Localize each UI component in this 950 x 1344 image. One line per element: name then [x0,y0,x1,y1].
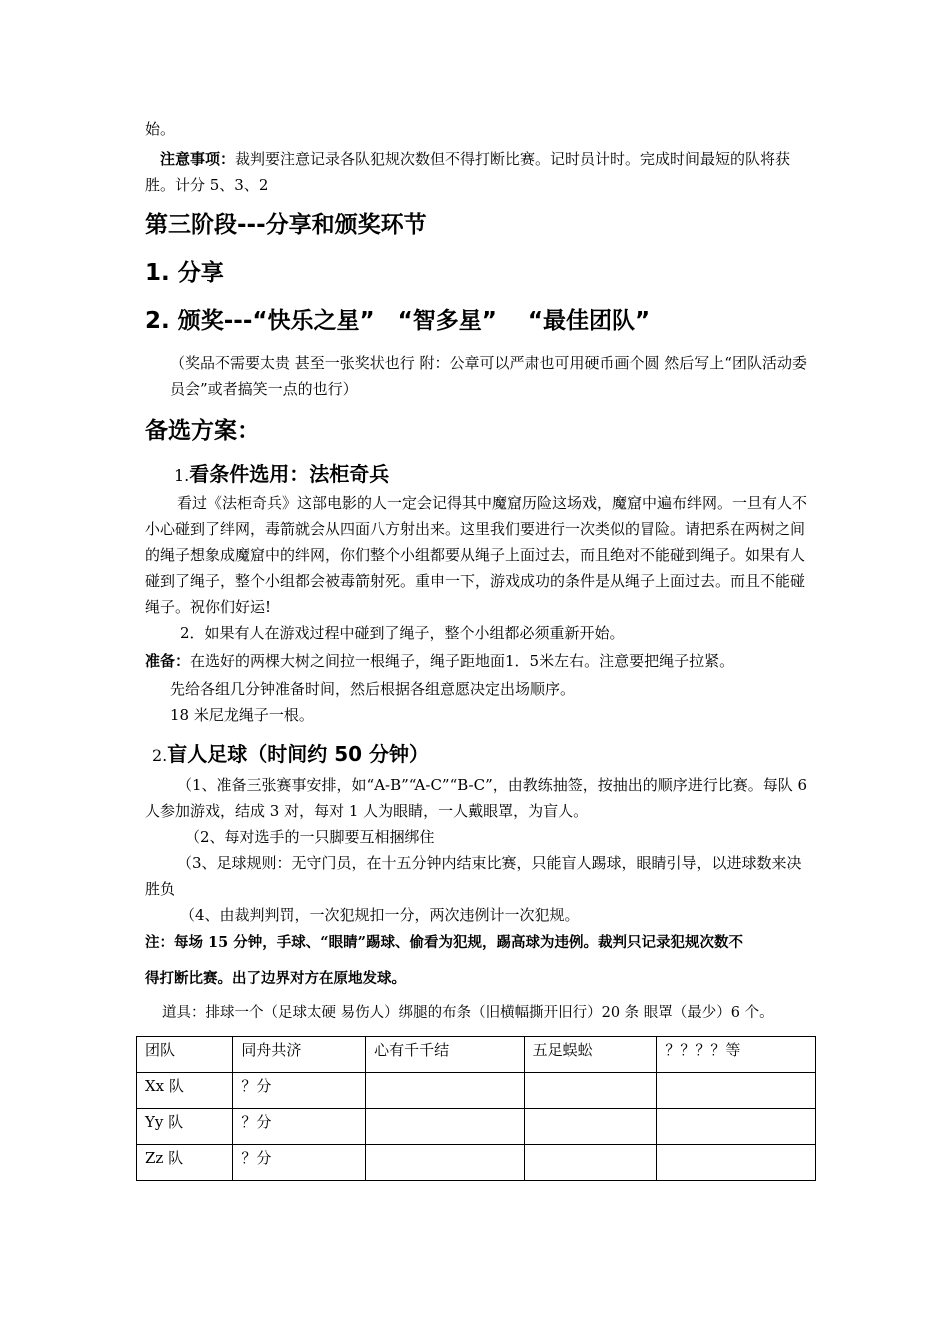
game2-number: 2. [152,746,168,765]
prep-text: 在选好的两棵大树之间拉一根绳子，绳子距地面1．5米左右。注意要把绳子拉紧。 [190,652,735,670]
table-cell [657,1109,816,1145]
game2-title: 盲人足球（时间约 50 分钟） [167,742,430,766]
table-row [137,1073,816,1109]
stage3-heading: 第三阶段---分享和颁奖环节 [145,212,427,238]
table-cell: ？分 [233,1145,366,1181]
table-row [137,1145,816,1181]
share-heading: 1. 分享 [145,260,224,286]
award-heading: 2. 颁奖---“快乐之星” “智多星” “最佳团队” [145,308,651,334]
game1-rule2: 2．如果有人在游戏过程中碰到了绳子，整个小组都必须重新开始。 [180,624,625,642]
game2-rule3: （3、足球规则：无守门员，在十五分钟内结束比赛，只能盲人踢球，眼睛引导，以进球数来决胜负 [145,854,802,898]
game2-heading [152,738,429,767]
score-table [136,1036,816,1181]
alternative-heading: 备选方案： [145,418,260,444]
game2-note-line1: 注：每场 15 分钟，手球、“眼睛”踢球、偷看为犯规，踢高球为违例。裁判只记录犯规次数不 [145,934,743,951]
table-cell [524,1073,657,1109]
game1-prep2: 先给各组几分钟准备时间，然后根据各组意愿决定出场顺序。 [170,680,576,698]
note-label: 注意事项： [160,150,236,168]
note-paragraph [145,146,815,198]
note-text: 裁判要注意记录各队犯规次数但不得打断比赛。记时员计时。完成时间最短的队将获胜。计分 5、3、2 [145,150,791,194]
table-cell [366,1109,525,1145]
game1-preparation [145,648,815,674]
award-note: （奖品不需要太贵 甚至一张奖状也行 附：公章可以严肃也可用硬币画个圆 然后写上“团队活动委员会”或者搞笑一点的也行） [170,354,807,398]
table-cell: Yy 队 [137,1109,233,1145]
table-cell: ？分 [233,1073,366,1109]
table-cell [524,1109,657,1145]
game1-heading [174,458,389,487]
game2-rule1: （1、准备三张赛事安排，如“A-B”“A-C”“B-C”，由教练抽签，按抽出的顺序进行比赛。每队 6 人参加游戏，结成 3 对，每对 1 人为眼睛，一人戴眼罩，为盲人。 [145,776,808,820]
table-cell [657,1073,816,1109]
table-cell [366,1145,525,1181]
prep-label: 准备： [145,652,191,670]
game2-note-line2: 得打断比赛。出了边界对方在原地发球。 [145,970,406,987]
table-header-row [137,1037,816,1073]
game2-rule2: （2、每对选手的一只脚要互相捆绑住 [185,828,435,846]
table-header-cell: 同舟共济 [233,1037,366,1073]
game2-props: 道具：排球一个（足球太硬 易伤人）绑腿的布条（旧横幅撕开旧行）20 条 眼罩（最少）6 个。 [162,1005,774,1021]
table-row [137,1109,816,1145]
game1-description: 看过《法柜奇兵》这部电影的人一定会记得其中魔窟历险这场戏，魔窟中遍布绊网。一旦有人不小心碰到了绊网，毒箭就会从四面八方射出来。这里我们要进行一次类似的冒险。请把系在两树之间的绳子想象成魔窟中的绊网，你们整个小组都要从绳子上面过去，而且绝对不能碰到绳子。如果有人碰到了绳子，整个小组都会被毒箭射死。重申一下，游戏成功的条件是从绳子上面过去。而且不能碰绳子。祝你们好运! [145,494,808,616]
game2-rule4: （4、由裁判判罚，一次犯规扣一分，两次违例计一次犯规。 [180,906,580,924]
game1-number: 1. [174,466,190,485]
table-header-cell: 心有千千结 [366,1037,525,1073]
table-cell [366,1073,525,1109]
table-header-cell: 五足蜈蚣 [524,1037,657,1073]
table-cell [524,1145,657,1181]
paragraph-continuation: 始。 [145,120,176,138]
table-cell: Zz 队 [137,1145,233,1181]
table-cell [657,1145,816,1181]
table-header-cell: ？？？？等 [657,1037,816,1073]
table-cell: Xx 队 [137,1073,233,1109]
game1-prep3: 18 米尼龙绳子一根。 [170,706,314,724]
table-cell: ？分 [233,1109,366,1145]
table-header-cell: 团队 [137,1037,233,1073]
game1-title: 看条件选用：法柜奇兵 [189,462,390,486]
